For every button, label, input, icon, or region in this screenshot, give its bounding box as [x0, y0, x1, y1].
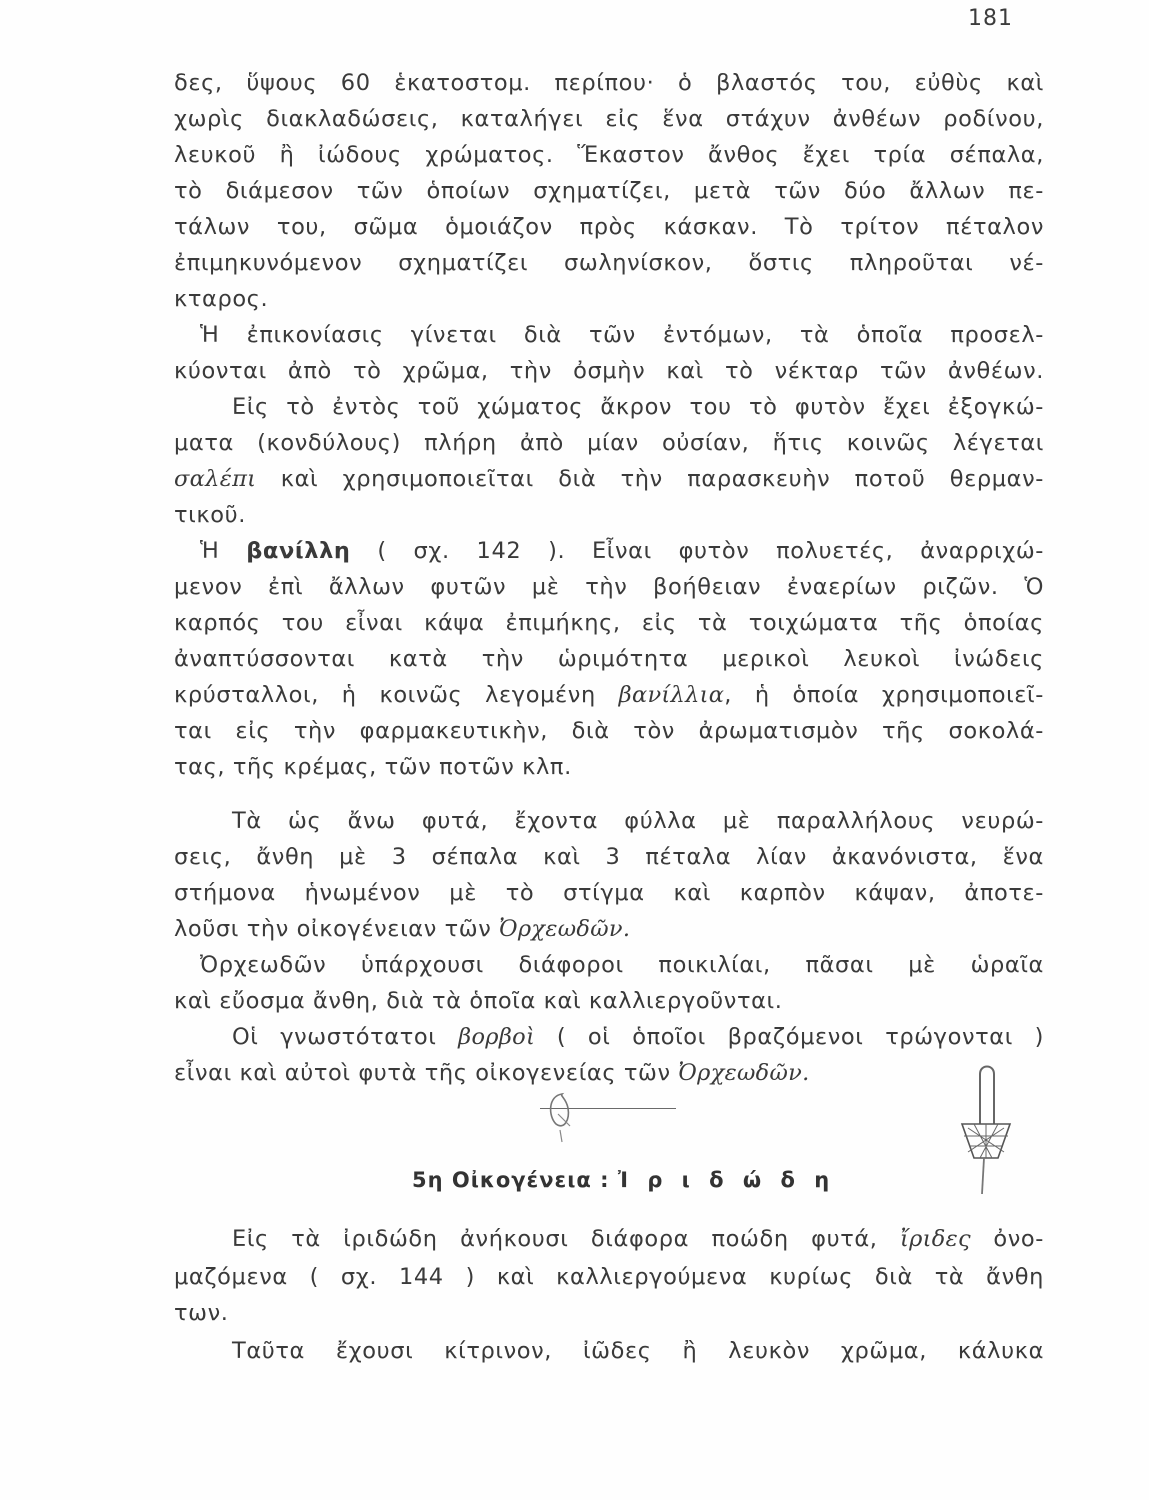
text-line: κύονται ἀπὸ τὸ χρῶμα, τὴν ὀσμὴν καὶ τὸ νέκταρ τῶν ἀνθέων.	[174, 358, 1044, 384]
text-line: κταρος.	[174, 286, 269, 312]
text-line: καρπός του εἶναι κάψα ἐπιμήκης, εἰς τὰ τοιχώματα τῆς ὁποίας	[174, 610, 1044, 636]
text-fragment: Οἱ γνωστότατοι	[232, 1024, 437, 1050]
text-line: ἀναπτύσσονται κατὰ τὴν ὡριμότητα μερικοὶ λευκοὶ ἰνώδεις	[174, 646, 1044, 672]
italic-term: βορβοὶ	[458, 1024, 536, 1050]
bold-term: βανίλλη	[246, 538, 351, 564]
text-line: σεις, ἄνθη μὲ 3 σέπαλα καὶ 3 πέταλα λίαν ἀκανόνιστα, ἕνα	[174, 844, 1044, 870]
page-number: 181	[968, 6, 1013, 31]
text-line-with-term	[232, 1224, 1044, 1254]
text-fragment: , ἡ ὁποία χρησιμοποιεῖ-	[724, 682, 1044, 708]
text-line: καὶ εὔοσμα ἄνθη, διὰ τὰ ὁποῖα καὶ καλλιεργοῦνται.	[174, 988, 783, 1014]
text-line: τας, τῆς κρέμας, τῶν ποτῶν κλπ.	[174, 754, 572, 780]
text-line: των.	[174, 1300, 229, 1326]
text-line: μαζόμενα ( σχ. 144 ) καὶ καλλιεργούμενα κυρίως διὰ τὰ ἄνθη	[174, 1264, 1044, 1290]
text-line: Ὀρχεωδῶν ὑπάρχουσι διάφοροι ποικιλίαι, πᾶσαι μὲ ὡραῖα	[200, 952, 1044, 978]
text-line: Εἰς τὸ ἐντὸς τοῦ χώματος ἄκρον του τὸ φυτὸν ἔχει ἐξογκώ-	[232, 394, 1044, 420]
text-fragment: λοῦσι τὴν οἰκογένειαν τῶν	[174, 916, 492, 942]
text-line-with-term	[232, 1022, 1044, 1052]
italic-term: σαλέπι	[174, 466, 257, 492]
text-line: τάλων του, σῶμα ὁμοιάζον πρὸς κάσκαν. Τὸ τρίτον πέταλον	[174, 214, 1044, 240]
text-fragment: ὀνο-	[993, 1226, 1044, 1252]
text-line: στήμονα ἡνωμένον μὲ τὸ στίγμα καὶ καρπὸν κάψαν, ἀποτε-	[174, 880, 1044, 906]
text-line: Ἡ ἐπικονίασις γίνεται διὰ τῶν ἐντόμων, τὰ ὁποῖα προσελ-	[200, 322, 1044, 348]
text-line: ἐπιμηκυνόμενον σχηματίζει σωληνίσκον, ὅστις πληροῦται νέ-	[174, 250, 1044, 276]
text-line-with-term	[174, 914, 1044, 944]
text-fragment: εἶναι καὶ αὐτοὶ φυτὰ τῆς οἰκογενείας τῶν	[174, 1060, 671, 1086]
text-line: δες, ὕψους 60 ἑκατοστομ. περίπου· ὁ βλαστός του, εὐθὺς καὶ	[174, 70, 1044, 96]
text-fragment: κρύσταλλοι, ἡ κοινῶς λεγομένη	[174, 682, 596, 708]
text-line-with-term	[174, 464, 1044, 494]
italic-term: βανίλλια	[618, 682, 725, 708]
text-line-with-term	[174, 680, 1044, 710]
text-fragment: καὶ χρησιμοποιεῖται διὰ τὴν παρασκευὴν ποτοῦ θερμαν-	[280, 466, 1044, 492]
text-line: ται εἰς τὴν φαρμακευτικὴν, διὰ τὸν ἀρωματισμὸν τῆς σοκολά-	[174, 718, 1044, 744]
text-line: Τὰ ὡς ἄνω φυτά, ἔχοντα φύλλα μὲ παραλλήλους νευρώ-	[232, 808, 1044, 834]
pencil-doodle-icon	[540, 1090, 590, 1150]
text-fragment: Ἡ	[200, 538, 220, 564]
text-line: μενον ἐπὶ ἄλλων φυτῶν μὲ τὴν βοήθειαν ἐναερίων ριζῶν. Ὁ	[174, 574, 1044, 600]
basket-doodle-icon	[950, 1062, 1020, 1197]
text-line: χωρὶς διακλαδώσεις, καταλήγει εἰς ἕνα στάχυν ἀνθέων ροδίνου,	[174, 106, 1044, 132]
text-line: λευκοῦ ἢ ἰώδους χρώματος. Ἕκαστον ἄνθος ἔχει τρία σέπαλα,	[174, 142, 1044, 168]
heading-prefix: 5η Οἰκογένεια :	[412, 1168, 610, 1192]
text-fragment: ( σχ. 142 ). Εἶναι φυτὸν πολυετές, ἀναρριχώ-	[377, 538, 1044, 564]
text-line: Ταῦτα ἔχουσι κίτρινον, ἰῶδες ἢ λευκὸν χρῶμα, κάλυκα	[232, 1338, 1044, 1364]
italic-term: Ὀρχεωδῶν.	[678, 1060, 810, 1086]
text-line-with-term	[174, 1058, 1044, 1088]
text-line-with-term	[200, 536, 1044, 566]
text-fragment: Εἰς τὰ ἰριδώδη ἀνήκουσι διάφορα ποώδη φυτά,	[232, 1226, 878, 1252]
text-fragment: ( οἱ ὁποῖοι βραζόμενοι τρώγονται )	[556, 1024, 1044, 1050]
text-line: τὸ διάμεσον τῶν ὁποίων σχηματίζει, μετὰ τῶν δύο ἄλλων πε-	[174, 178, 1044, 204]
italic-term: ἴριδες	[900, 1226, 971, 1252]
text-line: τικοῦ.	[174, 502, 246, 528]
italic-term: Ὀρχεωδῶν.	[499, 916, 631, 942]
text-line: ματα (κονδύλους) πλήρη ἀπὸ μίαν οὐσίαν, ἥτις κοινῶς λέγεται	[174, 430, 1044, 456]
section-heading	[412, 1165, 835, 1195]
heading-family-name: Ἰ ρ ι δ ώ δ η	[617, 1168, 836, 1192]
